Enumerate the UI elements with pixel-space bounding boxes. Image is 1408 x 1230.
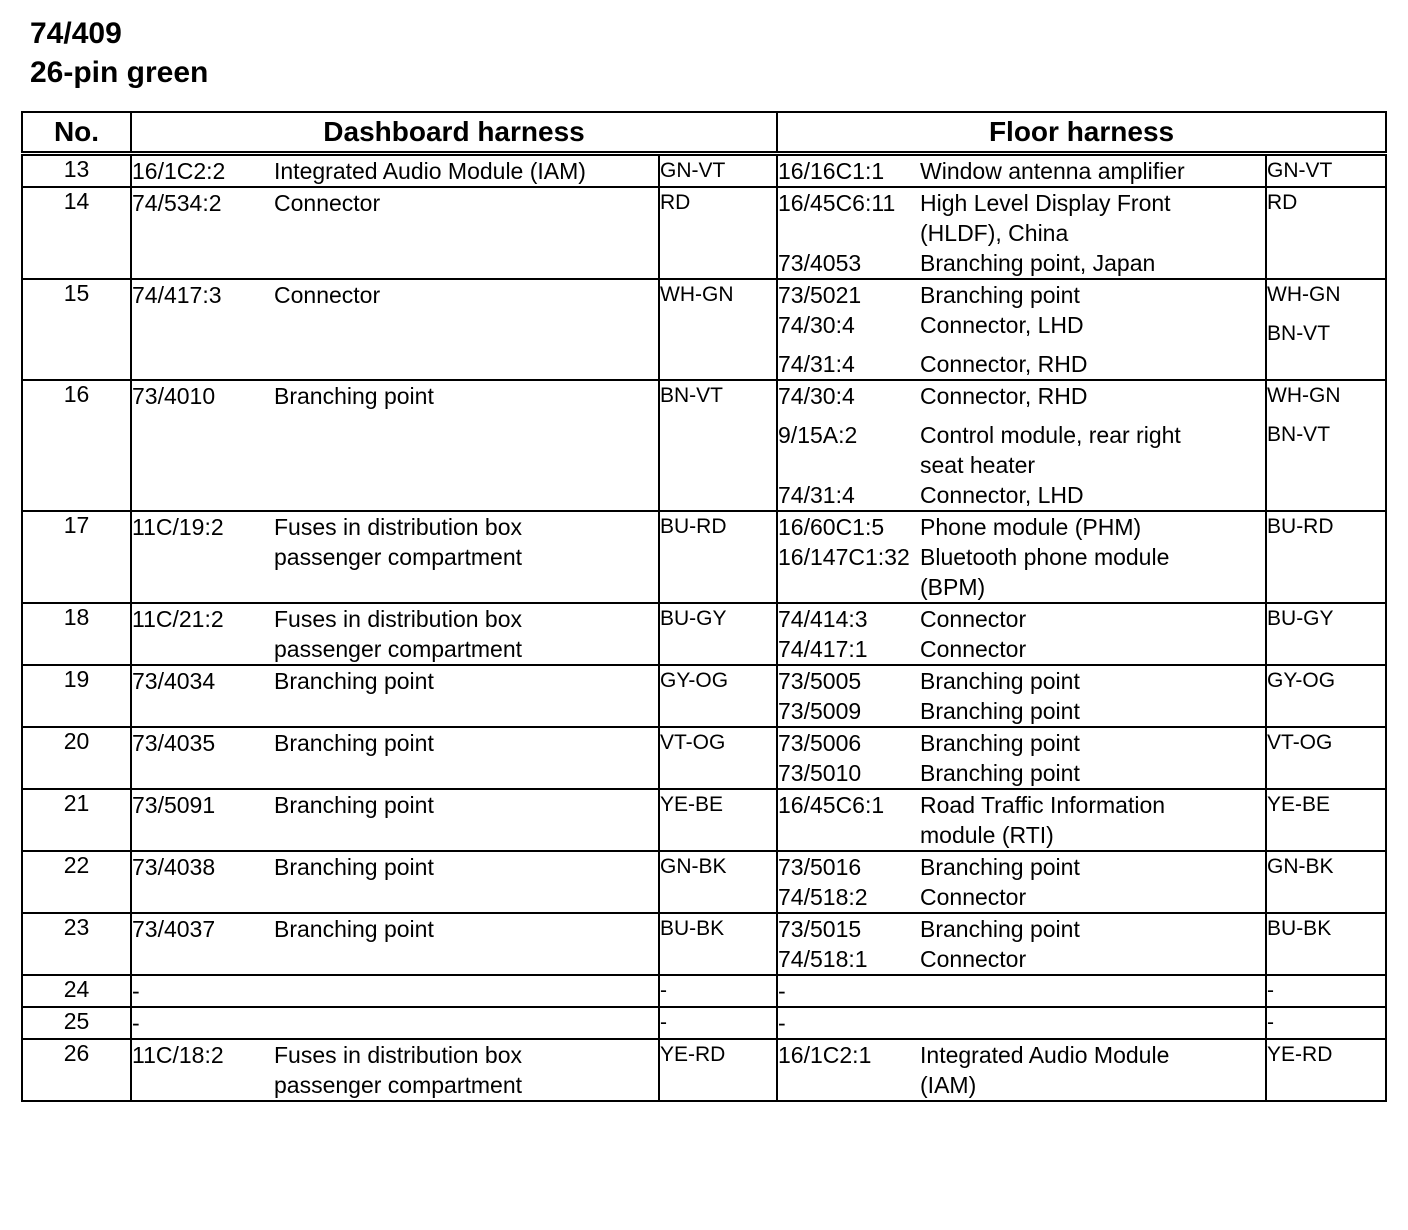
pin-number: 18	[22, 603, 131, 665]
terminal-code: 73/5021	[778, 282, 862, 308]
dashboard-harness-cell	[131, 913, 659, 975]
component-description: Road Traffic Information	[920, 792, 1166, 818]
entry-line	[778, 280, 1265, 310]
pin-number: 23	[22, 913, 131, 975]
entry-line	[778, 512, 1265, 542]
wire-color-code: WH-GN	[1267, 283, 1341, 306]
terminal-code-blank	[778, 450, 920, 480]
entry-line	[132, 634, 658, 664]
terminal-code: 74/534:2	[132, 190, 222, 216]
entry-line	[778, 572, 1265, 602]
entry-line	[778, 542, 1265, 572]
wire-color-code: GY-OG	[1267, 669, 1336, 692]
spacer	[1267, 310, 1385, 319]
entry-line	[132, 280, 658, 310]
terminal-code-blank	[132, 542, 274, 572]
pin-number: 26	[22, 1039, 131, 1101]
wire-color-code: BU-BK	[660, 917, 725, 940]
wire-color-code: BU-GY	[1267, 607, 1334, 630]
pin-number: 25	[22, 1007, 131, 1039]
floor-wire-color	[1266, 913, 1386, 975]
terminal-code: 73/5016	[778, 854, 862, 880]
floor-wire-color	[1266, 154, 1386, 188]
terminal-code: 73/5091	[132, 792, 216, 818]
terminal-code-blank	[132, 1070, 274, 1100]
pin-number: 20	[22, 727, 131, 789]
header-dashboard-harness: Dashboard harness	[131, 112, 777, 154]
terminal-code: 73/4010	[132, 383, 216, 409]
dashboard-wire-color	[659, 279, 777, 380]
terminal-code-blank	[778, 1070, 920, 1100]
document-title	[30, 14, 208, 92]
entry-line	[778, 914, 1265, 944]
terminal-code: -	[132, 1010, 140, 1036]
entry-line	[132, 512, 658, 542]
entry-line	[132, 188, 658, 218]
entry-line	[778, 728, 1265, 758]
wire-color-code: YE-RD	[660, 1043, 726, 1066]
floor-harness-cell	[777, 727, 1266, 789]
wire-color-code: GN-VT	[1267, 159, 1333, 182]
wire-color-code: RD	[1267, 191, 1298, 214]
wire-color-code: YE-BE	[660, 793, 724, 816]
wire-color-code: YE-BE	[1267, 793, 1331, 816]
component-description: Branching point	[920, 698, 1080, 724]
dashboard-harness-cell	[131, 789, 659, 851]
entry-line	[778, 976, 1265, 1006]
table-row	[22, 380, 1386, 511]
floor-wire-color	[1266, 603, 1386, 665]
wire-color-code: -	[1267, 979, 1275, 1002]
component-description	[274, 976, 658, 1006]
entry-line	[778, 480, 1265, 510]
terminal-code: 74/31:4	[778, 482, 855, 508]
pin-assignment-table	[21, 111, 1387, 1102]
terminal-code-blank	[778, 572, 920, 602]
dashboard-wire-color	[659, 789, 777, 851]
component-description: passenger compartment	[274, 544, 523, 570]
entry-line	[778, 156, 1265, 186]
pin-number: 16	[22, 380, 131, 511]
entry-line	[132, 790, 658, 820]
wire-color-code: -	[660, 979, 667, 1002]
pin-number: 21	[22, 789, 131, 851]
entry-line	[132, 156, 658, 186]
terminal-code: 73/4035	[132, 730, 216, 756]
wire-color-code: -	[1267, 1011, 1275, 1034]
terminal-code: 73/4037	[132, 916, 216, 942]
terminal-code: 11C/18:2	[132, 1042, 224, 1068]
pin-number: 13	[22, 154, 131, 188]
wire-color-code: BU-GY	[660, 607, 727, 630]
entry-line	[778, 634, 1265, 664]
dashboard-harness-cell	[131, 851, 659, 913]
entry-line	[132, 1008, 658, 1038]
pin-number: 15	[22, 279, 131, 380]
wire-color-code: GN-BK	[1267, 855, 1334, 878]
table-row	[22, 913, 1386, 975]
entry-line	[778, 1070, 1265, 1100]
entry-line	[132, 728, 658, 758]
dashboard-harness-cell	[131, 665, 659, 727]
component-description: (IAM)	[920, 1072, 977, 1098]
entry-line	[778, 188, 1265, 218]
floor-harness-cell	[777, 187, 1266, 279]
component-description: Branching point	[920, 760, 1080, 786]
entry-line	[778, 852, 1265, 882]
component-description: Window antenna amplifier	[920, 158, 1185, 184]
component-description: Connector, LHD	[920, 312, 1084, 338]
table-body	[22, 154, 1386, 1102]
wire-color-code: BN-VT	[1267, 423, 1331, 446]
floor-wire-color	[1266, 1007, 1386, 1039]
terminal-code: -	[132, 978, 140, 1004]
header-no: No.	[22, 112, 131, 154]
floor-harness-cell	[777, 789, 1266, 851]
wire-color-code: VT-OG	[660, 731, 726, 754]
pin-number: 14	[22, 187, 131, 279]
spacer	[778, 411, 1265, 420]
dashboard-wire-color	[659, 511, 777, 603]
table-row	[22, 975, 1386, 1007]
floor-wire-color	[1266, 1039, 1386, 1101]
entry-line	[778, 758, 1265, 788]
connector-description: 26-pin green	[30, 56, 209, 89]
component-description	[920, 1008, 1265, 1038]
component-description: Branching point	[920, 854, 1080, 880]
component-description: module (RTI)	[920, 822, 1054, 848]
entry-line	[132, 666, 658, 696]
component-description: Control module, rear right	[920, 422, 1181, 448]
dashboard-harness-cell	[131, 1007, 659, 1039]
terminal-code: 74/31:4	[778, 351, 855, 377]
pin-number: 17	[22, 511, 131, 603]
component-description: (BPM)	[920, 574, 986, 600]
component-description: High Level Display Front	[920, 190, 1171, 216]
component-description: Fuses in distribution box	[274, 606, 523, 632]
floor-harness-cell	[777, 975, 1266, 1007]
component-description: Branching point	[920, 916, 1080, 942]
terminal-code: 74/30:4	[778, 383, 855, 409]
terminal-code: 73/4034	[132, 668, 216, 694]
dashboard-wire-color	[659, 187, 777, 279]
terminal-code: 11C/21:2	[132, 606, 224, 632]
component-description: Branching point	[274, 916, 434, 942]
table-row	[22, 279, 1386, 380]
table-row	[22, 727, 1386, 789]
floor-wire-color	[1266, 975, 1386, 1007]
component-description: (HLDF), China	[920, 220, 1069, 246]
table-row	[22, 187, 1386, 279]
terminal-code: 16/1C2:1	[778, 1042, 872, 1068]
component-description: Connector	[920, 606, 1027, 632]
entry-line	[132, 542, 658, 572]
terminal-code: 11C/19:2	[132, 514, 224, 540]
dashboard-harness-cell	[131, 1039, 659, 1101]
wire-color-code: GN-BK	[660, 855, 727, 878]
terminal-code: 16/60C1:5	[778, 514, 885, 540]
component-description: passenger compartment	[274, 1072, 523, 1098]
component-description: Connector, RHD	[920, 383, 1088, 409]
entry-line	[778, 666, 1265, 696]
component-description: seat heater	[920, 452, 1036, 478]
entry-line	[132, 852, 658, 882]
dashboard-harness-cell	[131, 511, 659, 603]
floor-harness-cell	[777, 279, 1266, 380]
component-description: Fuses in distribution box	[274, 514, 523, 540]
floor-wire-color	[1266, 727, 1386, 789]
entry-line	[778, 820, 1265, 850]
entry-line	[132, 1070, 658, 1100]
terminal-code: 16/45C6:11	[778, 190, 896, 216]
floor-harness-cell	[777, 380, 1266, 511]
dashboard-wire-color	[659, 975, 777, 1007]
terminal-code: -	[778, 1010, 786, 1036]
floor-harness-cell	[777, 1039, 1266, 1101]
dashboard-wire-color	[659, 727, 777, 789]
dashboard-harness-cell	[131, 187, 659, 279]
header-row	[22, 112, 1386, 154]
pin-number: 22	[22, 851, 131, 913]
entry-line	[778, 1040, 1265, 1070]
component-description: Integrated Audio Module (IAM)	[274, 158, 586, 184]
dashboard-wire-color	[659, 1039, 777, 1101]
floor-harness-cell	[777, 154, 1266, 188]
table-row	[22, 789, 1386, 851]
entry-line	[132, 914, 658, 944]
wire-color-code: WH-GN	[1267, 384, 1341, 407]
floor-wire-color	[1266, 380, 1386, 511]
spacer	[1267, 411, 1385, 420]
terminal-code-blank	[132, 634, 274, 664]
entry-line	[778, 310, 1265, 340]
terminal-code-blank	[778, 820, 920, 850]
component-description: Connector	[920, 884, 1027, 910]
entry-line	[132, 1040, 658, 1070]
table-row	[22, 511, 1386, 603]
dashboard-harness-cell	[131, 154, 659, 188]
component-description: Connector	[274, 282, 381, 308]
wire-color-code: BN-VT	[1267, 322, 1331, 345]
wire-color-code: GY-OG	[660, 669, 729, 692]
table-row	[22, 603, 1386, 665]
floor-wire-color	[1266, 851, 1386, 913]
terminal-code: 9/15A:2	[778, 422, 858, 448]
terminal-code: 73/4053	[778, 250, 862, 276]
terminal-code: -	[778, 978, 786, 1004]
entry-line	[778, 696, 1265, 726]
floor-harness-cell	[777, 511, 1266, 603]
spacer	[778, 340, 1265, 349]
entry-line	[132, 976, 658, 1006]
wire-color-code: BU-RD	[660, 515, 727, 538]
component-description	[274, 1008, 658, 1038]
dashboard-wire-color	[659, 913, 777, 975]
entry-line	[778, 248, 1265, 278]
component-description: Branching point	[274, 730, 434, 756]
dashboard-harness-cell	[131, 279, 659, 380]
component-description: Integrated Audio Module	[920, 1042, 1170, 1068]
entry-line	[778, 420, 1265, 450]
terminal-code: 74/414:3	[778, 606, 868, 632]
floor-wire-color	[1266, 789, 1386, 851]
terminal-code: 73/4038	[132, 854, 216, 880]
terminal-code: 16/1C2:2	[132, 158, 226, 184]
component-description: Phone module (PHM)	[920, 514, 1142, 540]
wire-color-code: BU-RD	[1267, 515, 1334, 538]
terminal-code-blank	[778, 218, 920, 248]
dashboard-wire-color	[659, 665, 777, 727]
floor-harness-cell	[777, 665, 1266, 727]
wire-color-code: YE-RD	[1267, 1043, 1333, 1066]
entry-line	[778, 790, 1265, 820]
terminal-code: 74/30:4	[778, 312, 855, 338]
terminal-code: 16/147C1:32	[778, 544, 910, 570]
dashboard-wire-color	[659, 380, 777, 511]
entry-line	[132, 604, 658, 634]
entry-line	[132, 381, 658, 411]
component-description: Branching point, Japan	[920, 250, 1156, 276]
dashboard-wire-color	[659, 603, 777, 665]
entry-line	[778, 218, 1265, 248]
wire-color-code: RD	[660, 191, 691, 214]
floor-harness-cell	[777, 603, 1266, 665]
table-row	[22, 1007, 1386, 1039]
component-description: Connector, LHD	[920, 482, 1084, 508]
terminal-code: 74/518:2	[778, 884, 868, 910]
pin-number: 19	[22, 665, 131, 727]
component-description: Branching point	[274, 792, 434, 818]
component-description: Connector, RHD	[920, 351, 1088, 377]
component-description: Connector	[920, 946, 1027, 972]
entry-line	[778, 882, 1265, 912]
component-description: Branching point	[274, 383, 434, 409]
header-floor-harness: Floor harness	[777, 112, 1386, 154]
floor-wire-color	[1266, 187, 1386, 279]
dashboard-wire-color	[659, 851, 777, 913]
terminal-code: 16/16C1:1	[778, 158, 885, 184]
dashboard-wire-color	[659, 154, 777, 188]
entry-line	[778, 944, 1265, 974]
terminal-code: 73/5009	[778, 698, 862, 724]
component-description: Branching point	[274, 668, 434, 694]
wire-color-code: -	[660, 1011, 667, 1034]
entry-line	[778, 381, 1265, 411]
entry-line	[778, 1008, 1265, 1038]
terminal-code: 16/45C6:1	[778, 792, 885, 818]
floor-wire-color	[1266, 665, 1386, 727]
floor-wire-color	[1266, 511, 1386, 603]
table-row	[22, 665, 1386, 727]
wire-color-code: WH-GN	[660, 283, 734, 306]
dashboard-harness-cell	[131, 727, 659, 789]
dashboard-harness-cell	[131, 975, 659, 1007]
terminal-code: 73/5006	[778, 730, 862, 756]
component-description: Fuses in distribution box	[274, 1042, 523, 1068]
floor-harness-cell	[777, 851, 1266, 913]
connector-id: 74/409	[30, 17, 122, 50]
entry-line	[778, 349, 1265, 379]
terminal-code: 73/5015	[778, 916, 862, 942]
component-description: Connector	[274, 190, 381, 216]
component-description: passenger compartment	[274, 636, 523, 662]
table-row	[22, 154, 1386, 188]
floor-harness-cell	[777, 1007, 1266, 1039]
dashboard-wire-color	[659, 1007, 777, 1039]
component-description: Branching point	[274, 854, 434, 880]
table-row	[22, 851, 1386, 913]
component-description: Branching point	[920, 668, 1080, 694]
dashboard-harness-cell	[131, 603, 659, 665]
floor-harness-cell	[777, 913, 1266, 975]
dashboard-harness-cell	[131, 380, 659, 511]
terminal-code: 74/417:3	[132, 282, 222, 308]
terminal-code: 74/518:1	[778, 946, 868, 972]
terminal-code: 73/5005	[778, 668, 862, 694]
terminal-code: 74/417:1	[778, 636, 868, 662]
entry-line	[778, 450, 1265, 480]
wire-color-code: GN-VT	[660, 159, 726, 182]
entry-line	[778, 604, 1265, 634]
wire-color-code: VT-OG	[1267, 731, 1333, 754]
component-description: Branching point	[920, 730, 1080, 756]
wire-color-code: BN-VT	[660, 384, 723, 407]
table-row	[22, 1039, 1386, 1101]
component-description	[920, 976, 1265, 1006]
wire-color-code: BU-BK	[1267, 917, 1332, 940]
component-description: Bluetooth phone module	[920, 544, 1170, 570]
terminal-code: 73/5010	[778, 760, 862, 786]
component-description: Branching point	[920, 282, 1080, 308]
floor-wire-color	[1266, 279, 1386, 380]
pin-number: 24	[22, 975, 131, 1007]
component-description: Connector	[920, 636, 1027, 662]
